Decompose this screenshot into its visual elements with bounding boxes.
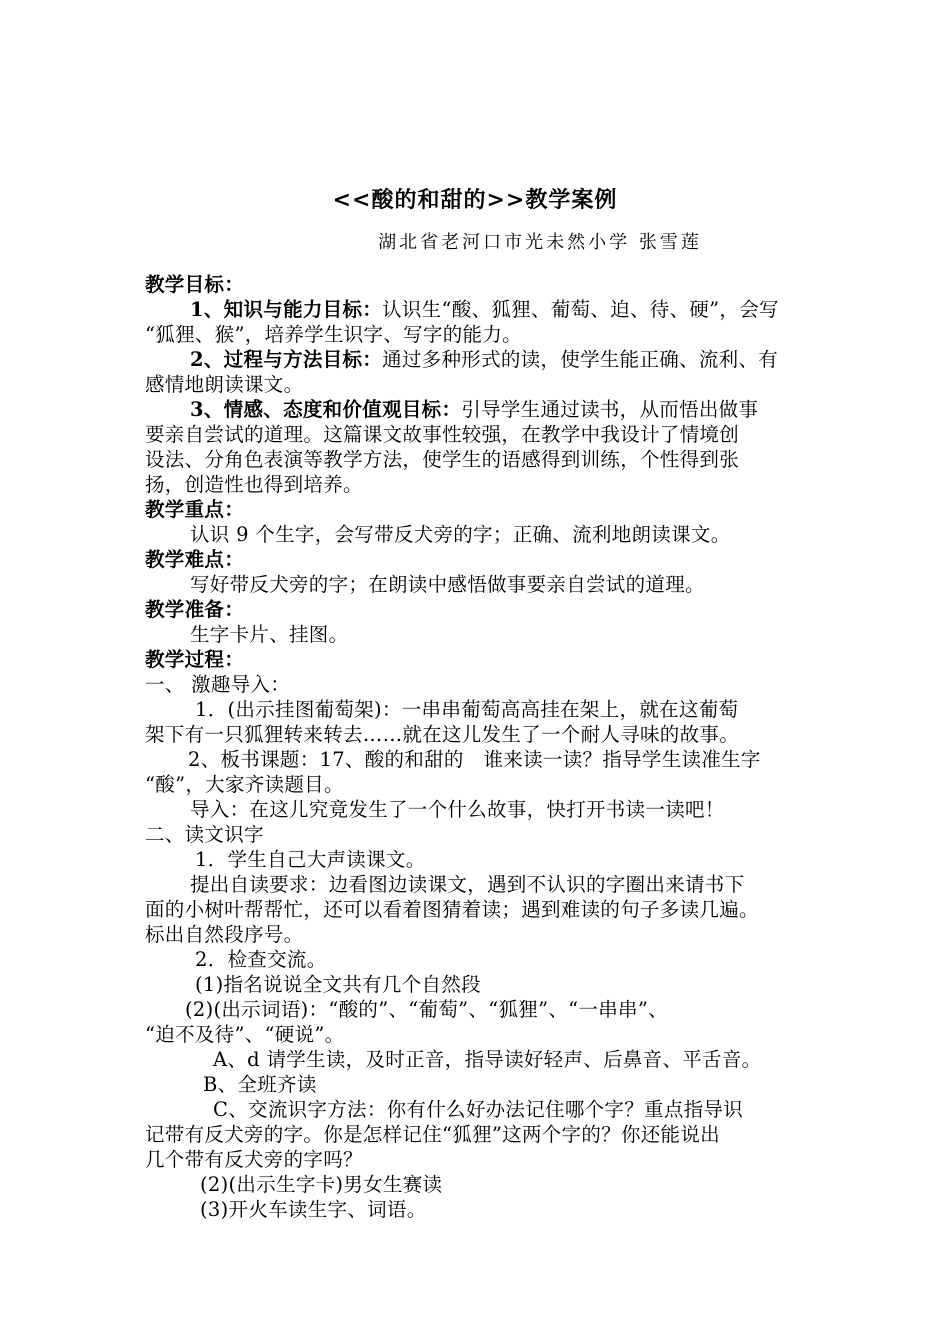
goal-2	[145, 347, 825, 372]
s2-p10: (3)开火车读生字、词语。	[200, 1198, 427, 1221]
s2-p5-cont: “迫不及待”、“硬说”。	[145, 1023, 345, 1046]
goal-1-cont: “狐狸、猴”，培养学生识字、写字的能力。	[145, 323, 522, 346]
s2-p8-cont-2: 几个带有反犬旁的字吗？	[145, 1148, 363, 1171]
prep-text: 生字卡片、挂图。	[190, 623, 349, 646]
goal-1-label: 1、知识与能力目标：	[190, 298, 383, 321]
key-text: 认识 9 个生字，会写带反犬旁的字；正确、流利地朗读课文。	[190, 523, 731, 546]
key-heading: 教学重点：	[145, 498, 245, 521]
s1-p3: 导入：在这儿究竟发生了一个什么故事，快打开书读一读吧！	[190, 798, 725, 821]
s2-p2: 提出自读要求：边看图边读课文，遇到不认识的字圈出来请书下	[190, 873, 745, 896]
goal-1	[145, 297, 825, 322]
goal-2-label: 2、过程与方法目标：	[190, 348, 383, 371]
s1-p1: 1．(出示挂图葡萄架)：一串串葡萄高高挂在架上，就在这葡萄	[195, 698, 739, 721]
s2-p6: A、d 请学生读，及时正音，指导读好轻声、后鼻音、平舌音。	[213, 1048, 762, 1071]
s2-p2-cont-2: 标出自然段序号。	[145, 923, 304, 946]
s2-p5: (2)(出示词语)：“酸的”、“葡萄”、“狐狸”、“一串串”、	[185, 998, 668, 1021]
author-line: 湖北省老河口市光未然小学 张雪莲	[378, 232, 702, 253]
section-1-heading: 一、 激趣导入：	[145, 673, 291, 696]
goal-3-label: 3、情感、态度和价值观目标：	[190, 398, 462, 421]
goal-3-cont-3: 扬，创造性也得到培养。	[145, 473, 363, 496]
s2-p8: C、交流识字方法：你有什么好办法记住哪个字？重点指导识	[213, 1098, 744, 1121]
goal-3	[145, 397, 825, 422]
section-2-heading: 二、读文识字	[145, 823, 264, 846]
process-heading: 教学过程：	[145, 648, 245, 671]
s2-p9: (2)(出示生字卡)男女生赛读	[200, 1173, 443, 1196]
difficulty-text: 写好带反犬旁的字；在朗读中感悟做事要亲自尝试的道理。	[190, 573, 705, 596]
s2-p8-cont-1: 记带有反犬旁的字。你是怎样记住“狐狸”这两个字的？你还能说出	[145, 1123, 720, 1146]
difficulty-heading: 教学难点：	[145, 548, 245, 571]
s1-p2: 2、板书课题：17、酸的和甜的 谁来读一读？指导学生读准生字	[188, 748, 761, 771]
goal-1-text: 认识生“酸、狐狸、葡萄、迫、待、硬”，会写	[382, 298, 779, 321]
goal-2-text: 通过多种形式的读，使学生能正确、流利、有	[382, 348, 779, 371]
goal-3-text: 引导学生通过读书，从而悟出做事	[461, 398, 759, 421]
goal-2-cont: 感情地朗读课文。	[145, 373, 304, 396]
prep-heading: 教学准备：	[145, 598, 245, 621]
document-title: <<酸的和甜的>>教学案例	[332, 187, 618, 213]
s2-p3: 2．检查交流。	[195, 948, 327, 971]
s1-p1-cont: 架下有一只狐狸转来转去……就在这儿发生了一个耐人寻味的故事。	[145, 723, 740, 746]
document-body	[145, 272, 825, 1222]
s1-p2-cont: “酸”，大家齐读题目。	[145, 773, 344, 796]
s2-p4: (1)指名说说全文共有几个自然段	[195, 973, 481, 996]
goals-heading: 教学目标：	[145, 273, 245, 296]
s2-p1: 1．学生自己大声读课文。	[195, 848, 426, 871]
s2-p2-cont-1: 面的小树叶帮帮忙，还可以看着图猜着读；遇到难读的句子多读几遍。	[145, 898, 759, 921]
goal-3-cont-2: 设法、分角色表演等教学方法，使学生的语感得到训练，个性得到张	[145, 448, 740, 471]
s2-p7: B、全班齐读	[203, 1073, 317, 1096]
goal-3-cont-1: 要亲自尝试的道理。这篇课文故事性较强，在教学中我设计了情境创	[145, 423, 740, 446]
